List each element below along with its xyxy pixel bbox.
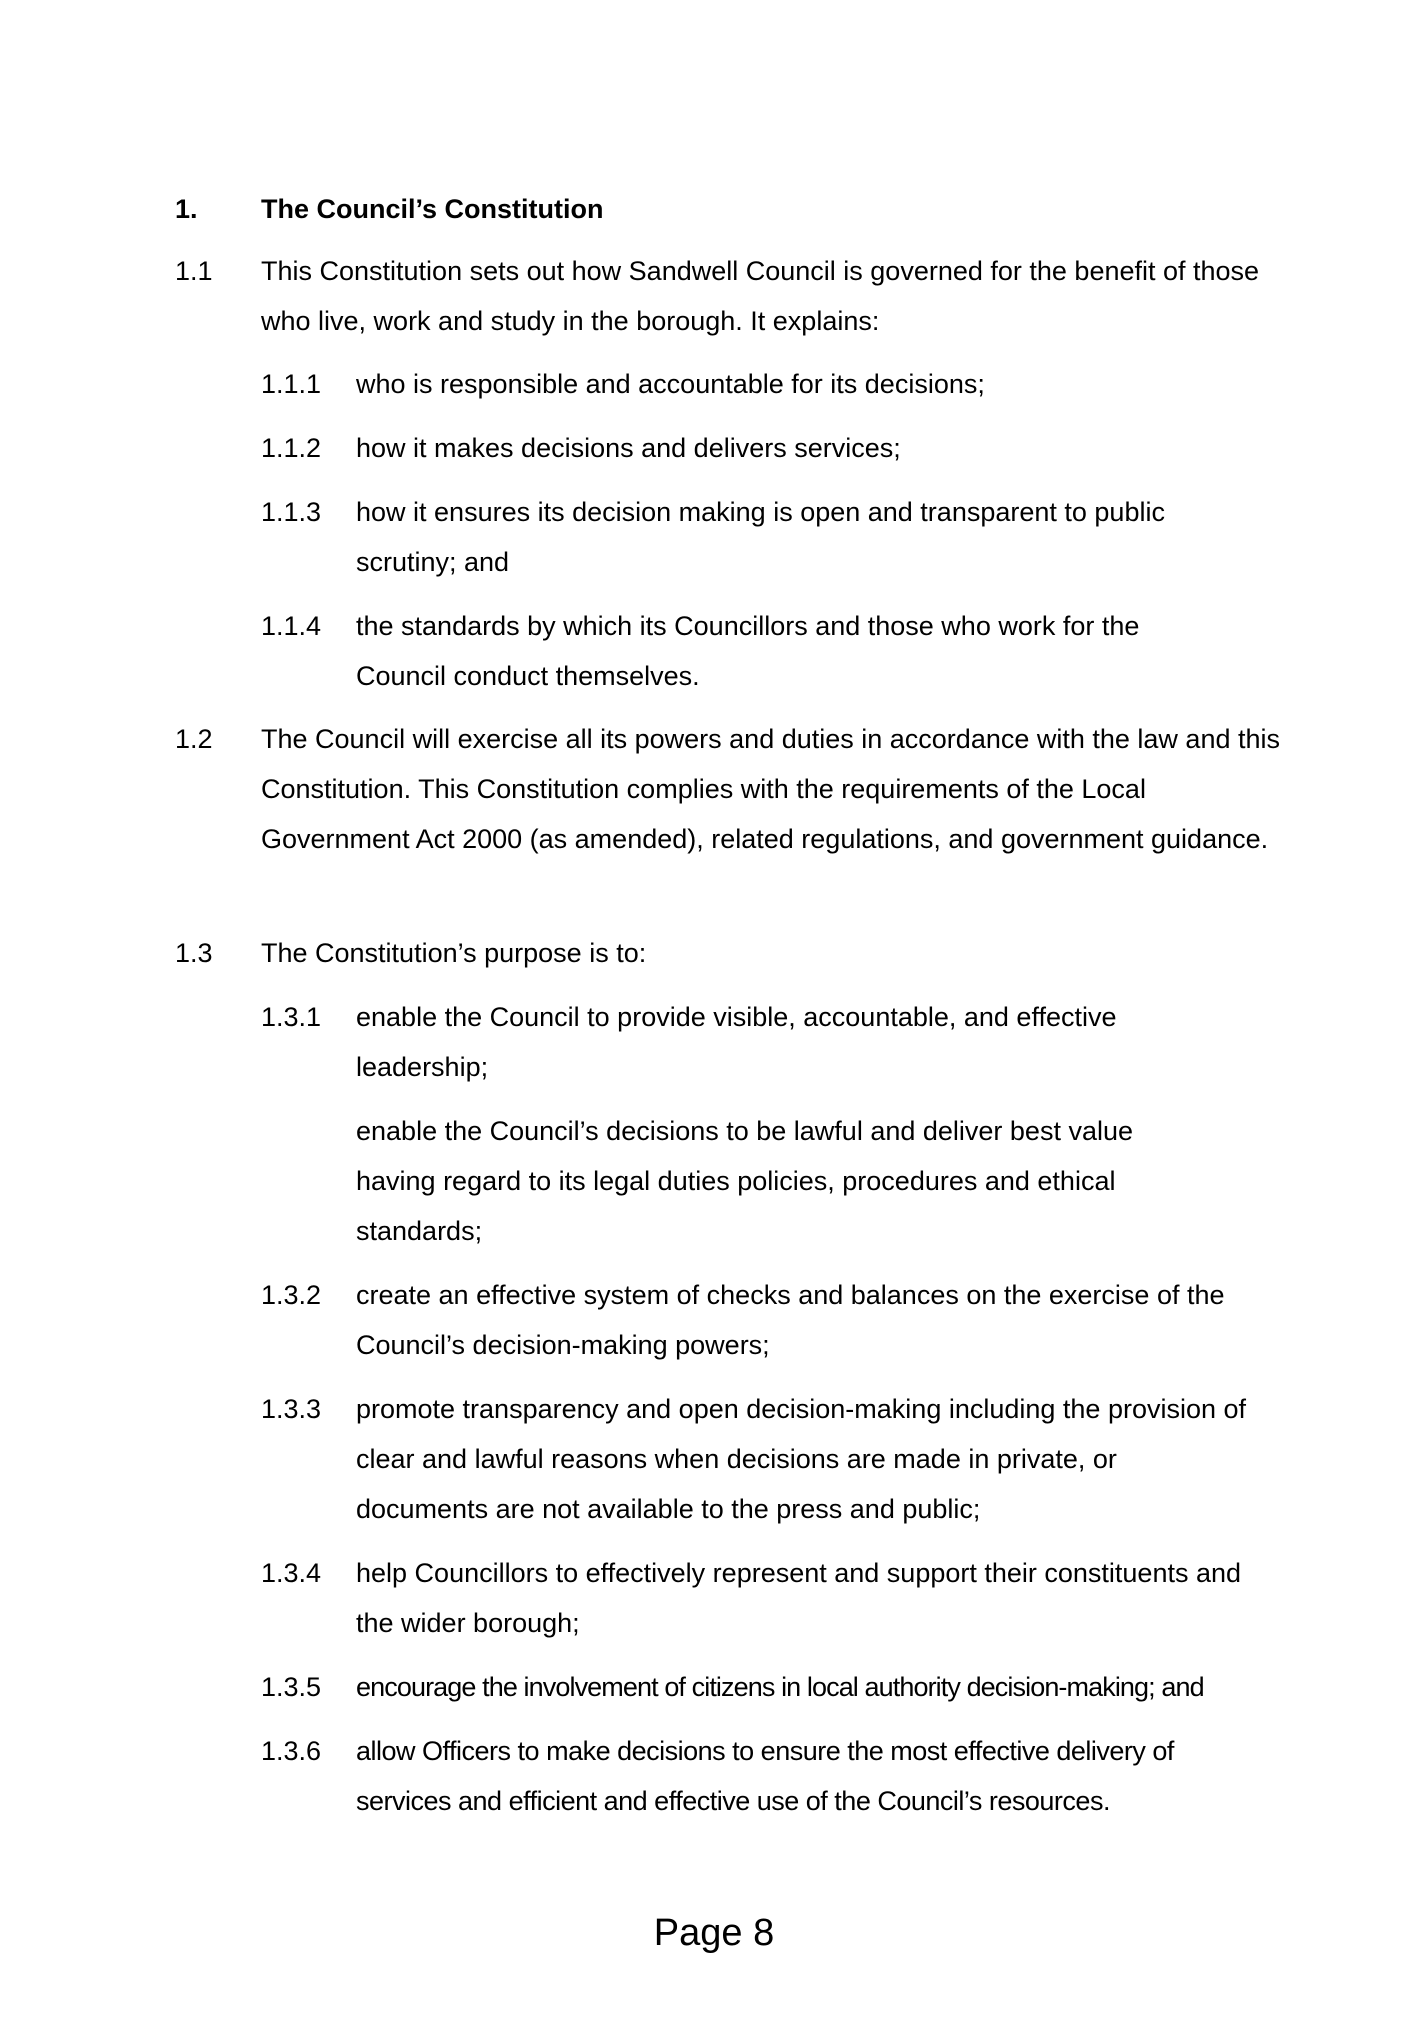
subclause-text: promote transparency and open decision-making including the provision of clear and lawful reasons when decisions are made in private, or documents are not available to the press and public;: [356, 1394, 1247, 1524]
clause-1-3-1: [0, 992, 1428, 1092]
clause-number: 1.3: [175, 938, 213, 968]
subclause-number: 1.1.2: [261, 433, 322, 463]
subclause-number: 1.3.5: [261, 1672, 322, 1702]
subclause-number: 1.3.2: [261, 1280, 322, 1310]
clause-1-3-4: [0, 1548, 1428, 1648]
subclause-text: the standards by which its Councillors and those who work for the Council conduct themselves.: [356, 611, 1140, 691]
subclause-text: how it makes decisions and delivers services;: [356, 433, 901, 463]
section-heading: [0, 184, 1428, 234]
subclause-text: how it ensures its decision making is open and transparent to public scrutiny; and: [356, 497, 1165, 577]
clause-1-3-2: [0, 1270, 1428, 1370]
clause-text: This Constitution sets out how Sandwell Council is governed for the benefit of those who live, work and study in the borough. It explains:: [261, 256, 1260, 336]
subclause-number: 1.3.6: [261, 1736, 322, 1766]
subclause-text: enable the Council’s decisions to be lawful and deliver best value having regard to its legal duties policies, procedures and ethical standards;: [356, 1116, 1133, 1246]
page-number: Page 8: [653, 1912, 775, 1954]
clause-1-3-unnumbered: [0, 1106, 1428, 1256]
clause-1-3: [0, 928, 1428, 978]
heading-title: The Council’s Constitution: [261, 194, 604, 224]
clause-text: The Council will exercise all its powers and duties in accordance with the law and this Constitution. This Constitution complies with the requirements of the Local Government Act 2000 (as amended), related regulations, and government guidance.: [261, 724, 1280, 854]
clause-1-1-1: [0, 359, 1428, 409]
clause-1-1-3: [0, 487, 1428, 587]
clause-1-2: [0, 714, 1428, 914]
subclause-number: 1.1.3: [261, 497, 322, 527]
subclause-text: encourage the involvement of citizens in local authority decision-making; and: [356, 1672, 1204, 1702]
heading-number: 1.: [175, 194, 198, 224]
subclause-number: 1.1.4: [261, 611, 322, 641]
clause-text: The Constitution’s purpose is to:: [261, 938, 647, 968]
clause-1-1-2: [0, 423, 1428, 473]
clause-number: 1.2: [175, 724, 213, 754]
subclause-text: enable the Council to provide visible, accountable, and effective leadership;: [356, 1002, 1117, 1082]
clause-1-3-6: [0, 1726, 1428, 1826]
subclause-text: help Councillors to effectively represent and support their constituents and the wider borough;: [356, 1558, 1242, 1638]
clause-number: 1.1: [175, 256, 213, 286]
clause-1-3-3: [0, 1384, 1428, 1534]
subclause-number: 1.1.1: [261, 369, 322, 399]
subclause-number: 1.3.4: [261, 1558, 322, 1588]
clause-1-3-5: [0, 1662, 1428, 1712]
clause-1-1-4: [0, 601, 1428, 701]
subclause-text: allow Officers to make decisions to ensure the most effective delivery of services and efficient and effective use of the Council’s resources.: [356, 1736, 1174, 1816]
subclause-text: create an effective system of checks and balances on the exercise of the Council’s decision-making powers;: [356, 1280, 1225, 1360]
subclause-text: who is responsible and accountable for its decisions;: [356, 369, 985, 399]
subclause-number: 1.3.3: [261, 1394, 322, 1424]
subclause-number: 1.3.1: [261, 1002, 322, 1032]
clause-1-1: [0, 246, 1428, 346]
